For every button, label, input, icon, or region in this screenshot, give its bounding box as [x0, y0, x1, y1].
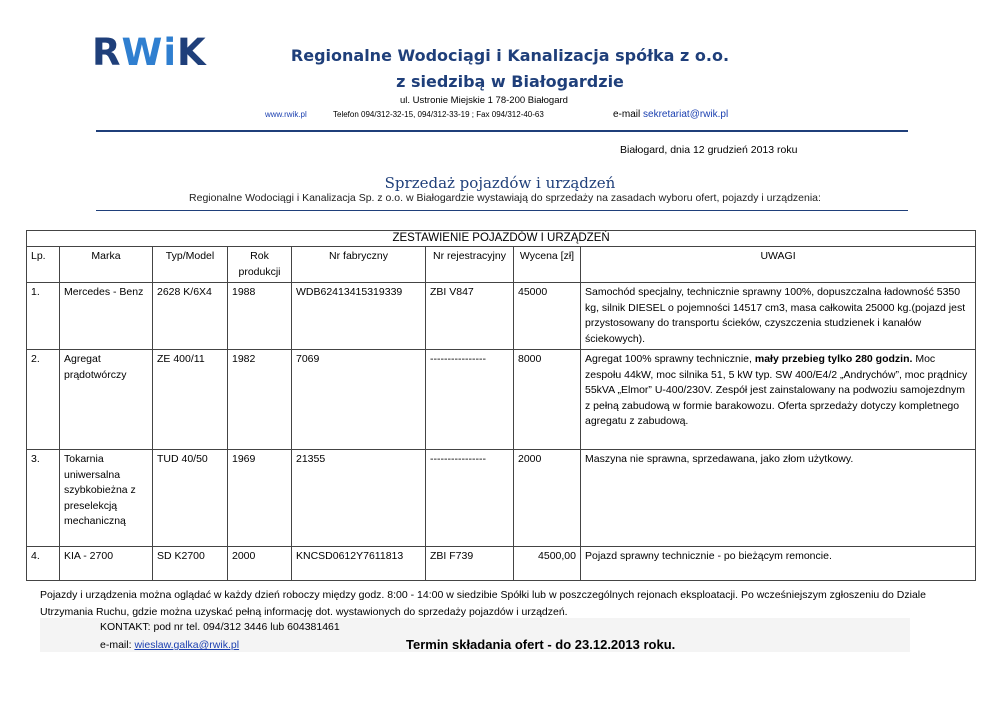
col-header: Wycena [zł] — [514, 247, 581, 283]
cell-nr-fabryczny: 21355 — [292, 450, 426, 547]
cell-wycena: 2000 — [514, 450, 581, 547]
company-name: Regionalne Wodociągi i Kanalizacja spółka z o.o. — [290, 46, 730, 65]
email-link[interactable]: sekretariat@rwik.pl — [643, 109, 729, 120]
col-header: Rok produkcji — [228, 247, 292, 283]
table-row — [27, 450, 976, 547]
company-seat: z siedzibą w Białogardzie — [396, 72, 624, 91]
cell-nr-rejestracyjny: ZBI V847 — [426, 283, 514, 350]
cell-marka: Mercedes - Benz — [60, 283, 153, 350]
phone-numbers: Telefon 094/312-32-15, 094/312-33-19 ; Fax 094/312-40-63 — [333, 110, 544, 119]
header-email — [613, 109, 728, 120]
table-header-row — [27, 247, 976, 283]
cell-typ: ZE 400/11 — [153, 350, 228, 450]
website-link[interactable]: www.rwik.pl — [265, 110, 307, 119]
document-title: Sprzedaż pojazdów i urządzeń — [384, 174, 616, 192]
cell-uwagi: Samochód specjalny, technicznie sprawny 100%, dopuszczalna ładowność 5350 kg, silnik DIESEL o pojemności 14517 cm3, masa całkowita 25000 kg.(pojazd jest przystosowany do transportu ścieków, czyszczenia studzienek i kanałów ściekowych). — [581, 283, 976, 350]
cell-wycena: 8000 — [514, 350, 581, 450]
document-date: Białogard, dnia 12 grudzień 2013 roku — [620, 144, 798, 156]
cell-marka: KIA - 2700 — [60, 547, 153, 581]
cell-rok: 1988 — [228, 283, 292, 350]
cell-nr-rejestracyjny: ---------------- — [426, 350, 514, 450]
table-row — [27, 547, 976, 581]
uwagi-bold-text: mały przebieg tylko 280 godzin. — [754, 353, 913, 365]
contact-phone: KONTAKT: pod nr tel. 094/312 3446 lub 604381461 — [100, 621, 340, 633]
cell-rok: 1969 — [228, 450, 292, 547]
cell-nr-rejestracyjny: ---------------- — [426, 450, 514, 547]
cell-nr-fabryczny: KNCSD0612Y7611813 — [292, 547, 426, 581]
logo-letter: W — [121, 31, 164, 74]
cell-wycena: 45000 — [514, 283, 581, 350]
cell-lp: 4. — [27, 547, 60, 581]
intro-text: Regionalne Wodociągi i Kanalizacja Sp. z o.o. w Białogardzie wystawiają do sprzedaży na zasadach wyboru ofert, pojazdy i urządzenia: — [189, 192, 821, 204]
cell-uwagi: Maszyna nie sprawna, sprzedawana, jako złom użytkowy. — [581, 450, 976, 547]
cell-marka: Agregat prądotwórczy — [60, 350, 153, 450]
title-divider — [96, 210, 908, 211]
cell-lp: 3. — [27, 450, 60, 547]
header-divider — [96, 130, 908, 132]
contact-email — [100, 639, 239, 651]
logo-letter: i — [163, 31, 177, 74]
logo-letter: R — [92, 31, 122, 74]
cell-lp: 1. — [27, 283, 60, 350]
col-header: Lp. — [27, 247, 60, 283]
contact-email-link[interactable]: wieslaw.galka@rwik.pl — [134, 639, 240, 651]
table-row — [27, 283, 976, 350]
col-header: Marka — [60, 247, 153, 283]
offer-deadline: Termin składania ofert - do 23.12.2013 roku. — [406, 637, 676, 652]
table-row — [27, 350, 976, 450]
cell-nr-rejestracyjny: ZBI F739 — [426, 547, 514, 581]
rwik-logo — [92, 31, 207, 74]
cell-rok: 1982 — [228, 350, 292, 450]
contact-email-label: e-mail: — [100, 639, 135, 651]
email-label: e-mail — [613, 109, 644, 120]
cell-uwagi: Pojazd sprawny technicznie - po bieżącym remoncie. — [581, 547, 976, 581]
col-header: Nr rejestracyjny — [426, 247, 514, 283]
viewing-info: Pojazdy i urządzenia można oglądać w każdy dzień roboczy między godz. 8:00 - 14:00 w siedzibie Spółki lub w poszczególnych rejonach eksploatacji. Po wcześniejszym zgłoszeniu do Dziale Utrzymania Ruchu, gdzie można uzyskać pełną informację dot. wystawionych do sprzedaży pojazdów i urządzeń. — [40, 589, 926, 618]
col-header: Nr fabryczny — [292, 247, 426, 283]
cell-uwagi — [581, 350, 976, 450]
company-address: ul. Ustronie Miejskie 1 78-200 Białogard — [400, 95, 568, 106]
cell-marka: Tokarnia uniwersalna szybkobieżna z preselekcją mechaniczną — [60, 450, 153, 547]
table-caption: ZESTAWIENIE POJAZDÓW I URZĄDZEŃ — [27, 231, 976, 247]
cell-typ: SD K2700 — [153, 547, 228, 581]
logo-letter: K — [177, 31, 207, 74]
cell-typ: TUD 40/50 — [153, 450, 228, 547]
col-header: Typ/Model — [153, 247, 228, 283]
cell-rok: 2000 — [228, 547, 292, 581]
col-header: UWAGI — [581, 247, 976, 283]
vehicles-table — [26, 230, 976, 581]
cell-nr-fabryczny: 7069 — [292, 350, 426, 450]
cell-typ: 2628 K/6X4 — [153, 283, 228, 350]
uwagi-text: Agregat 100% sprawny technicznie, — [585, 353, 755, 365]
cell-lp: 2. — [27, 350, 60, 450]
uwagi-text: Moc zespołu 44kW, moc silnika 51, 5 kW typ. SW 400/E4/2 „Andrychów”, moc prądnicy 55kVA „Elmor” U-400/230V. Zespół jest zainstalowany na podwoziu samojezdnym z pełną zabudową w formie barakowozu. Oferta sprzedaży dotyczy kompletnego agregatu z zabudową. — [585, 353, 968, 427]
cell-nr-fabryczny: WDB62413415319339 — [292, 283, 426, 350]
cell-wycena: 4500,00 — [514, 547, 581, 581]
